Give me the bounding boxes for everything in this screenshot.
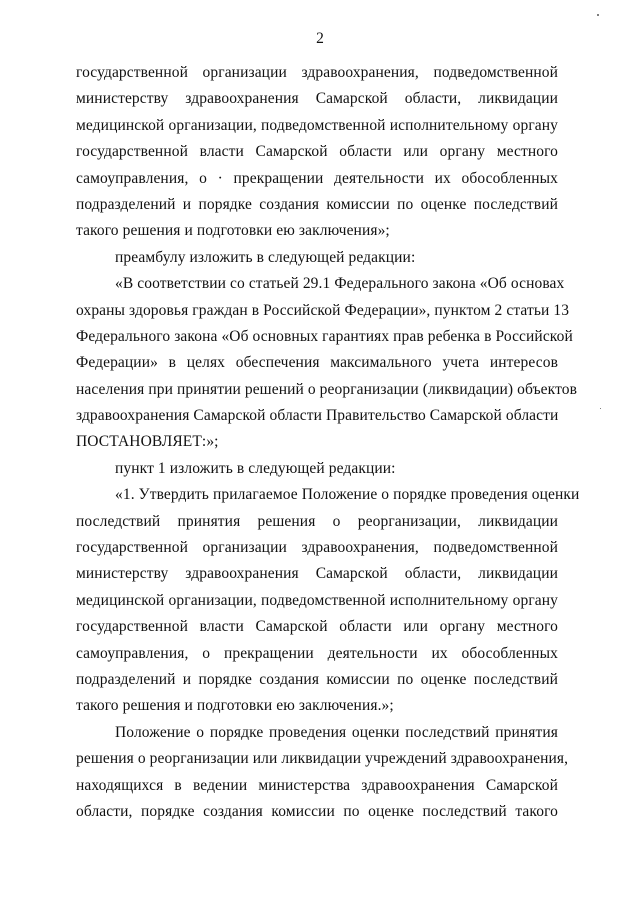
text-line: Федерации» в целях обеспечения максимального учета интересов [76,354,558,372]
text-line: Положение о порядке проведения оценки последствий принятия [115,723,558,741]
text-line: подразделений и порядке создания комиссии по оценке последствий [76,195,558,213]
text-line: подразделений и порядке создания комиссии по оценке последствий [76,670,558,688]
text-line: министерству здравоохранения Самарской области, ликвидации [76,565,558,583]
text-line: охраны здоровья граждан в Российской Федерации», пунктом 2 статьи 13 [76,301,570,319]
text-line: такого решения и подготовки ею заключения»; [76,222,390,240]
text-line: «В соответствии со статьей 29.1 Федерального закона «Об основах [115,275,565,293]
page-number: 2 [316,30,324,47]
text-line: решения о реорганизации или ликвидации учреждений здравоохранения, [76,750,569,768]
paragraph [76,486,580,724]
paragraph [76,460,558,486]
paragraph [76,249,558,275]
text-line: государственной власти Самарской области или органу местного [76,143,558,161]
text-line: здравоохранения Самарской области Правительство Самарской области [76,407,559,425]
paragraph [76,723,569,830]
paragraph [76,275,578,460]
scan-speck [597,14,599,16]
text-line: населения при принятии решений о реорганизации (ликвидации) объектов [76,380,578,398]
text-line: самоуправления, о · прекращении деятельности их обособленных [76,169,558,187]
text-line: ПОСТАНОВЛЯЕТ:»; [76,433,219,451]
text-line: государственной власти Самарской области или органу местного [76,618,558,636]
text-line: последствий принятия решения о реорганизации, ликвидации [76,512,558,530]
text-line: государственной организации здравоохранения, подведомственной [76,539,558,557]
text-line: области, порядке создания комиссии по оценке последствий такого [76,802,558,820]
document-body [76,64,580,829]
text-line: самоуправления, о прекращении деятельности их обособленных [76,644,558,662]
text-line: находящихся в ведении министерства здравоохранения Самарской [76,776,558,794]
text-line: медицинской организации, подведомственной исполнительному органу [76,591,558,609]
text-line: министерству здравоохранения Самарской области, ликвидации [76,90,558,108]
text-line: «1. Утвердить прилагаемое Положение о порядке проведения оценки [115,486,580,504]
text-line: медицинской организации, подведомственной исполнительному органу [76,116,558,134]
text-line: такого решения и подготовки ею заключения.»; [76,697,394,715]
text-line: государственной организации здравоохранения, подведомственной [76,64,558,81]
text-line: преамбулу изложить в следующей редакции: [115,248,416,266]
scan-speck [600,408,601,409]
text-line: Федерального закона «Об основных гарантиях прав ребенка в Российской [76,327,573,345]
paragraph [76,64,558,249]
text-line: пункт 1 изложить в следующей редакции: [115,459,396,477]
